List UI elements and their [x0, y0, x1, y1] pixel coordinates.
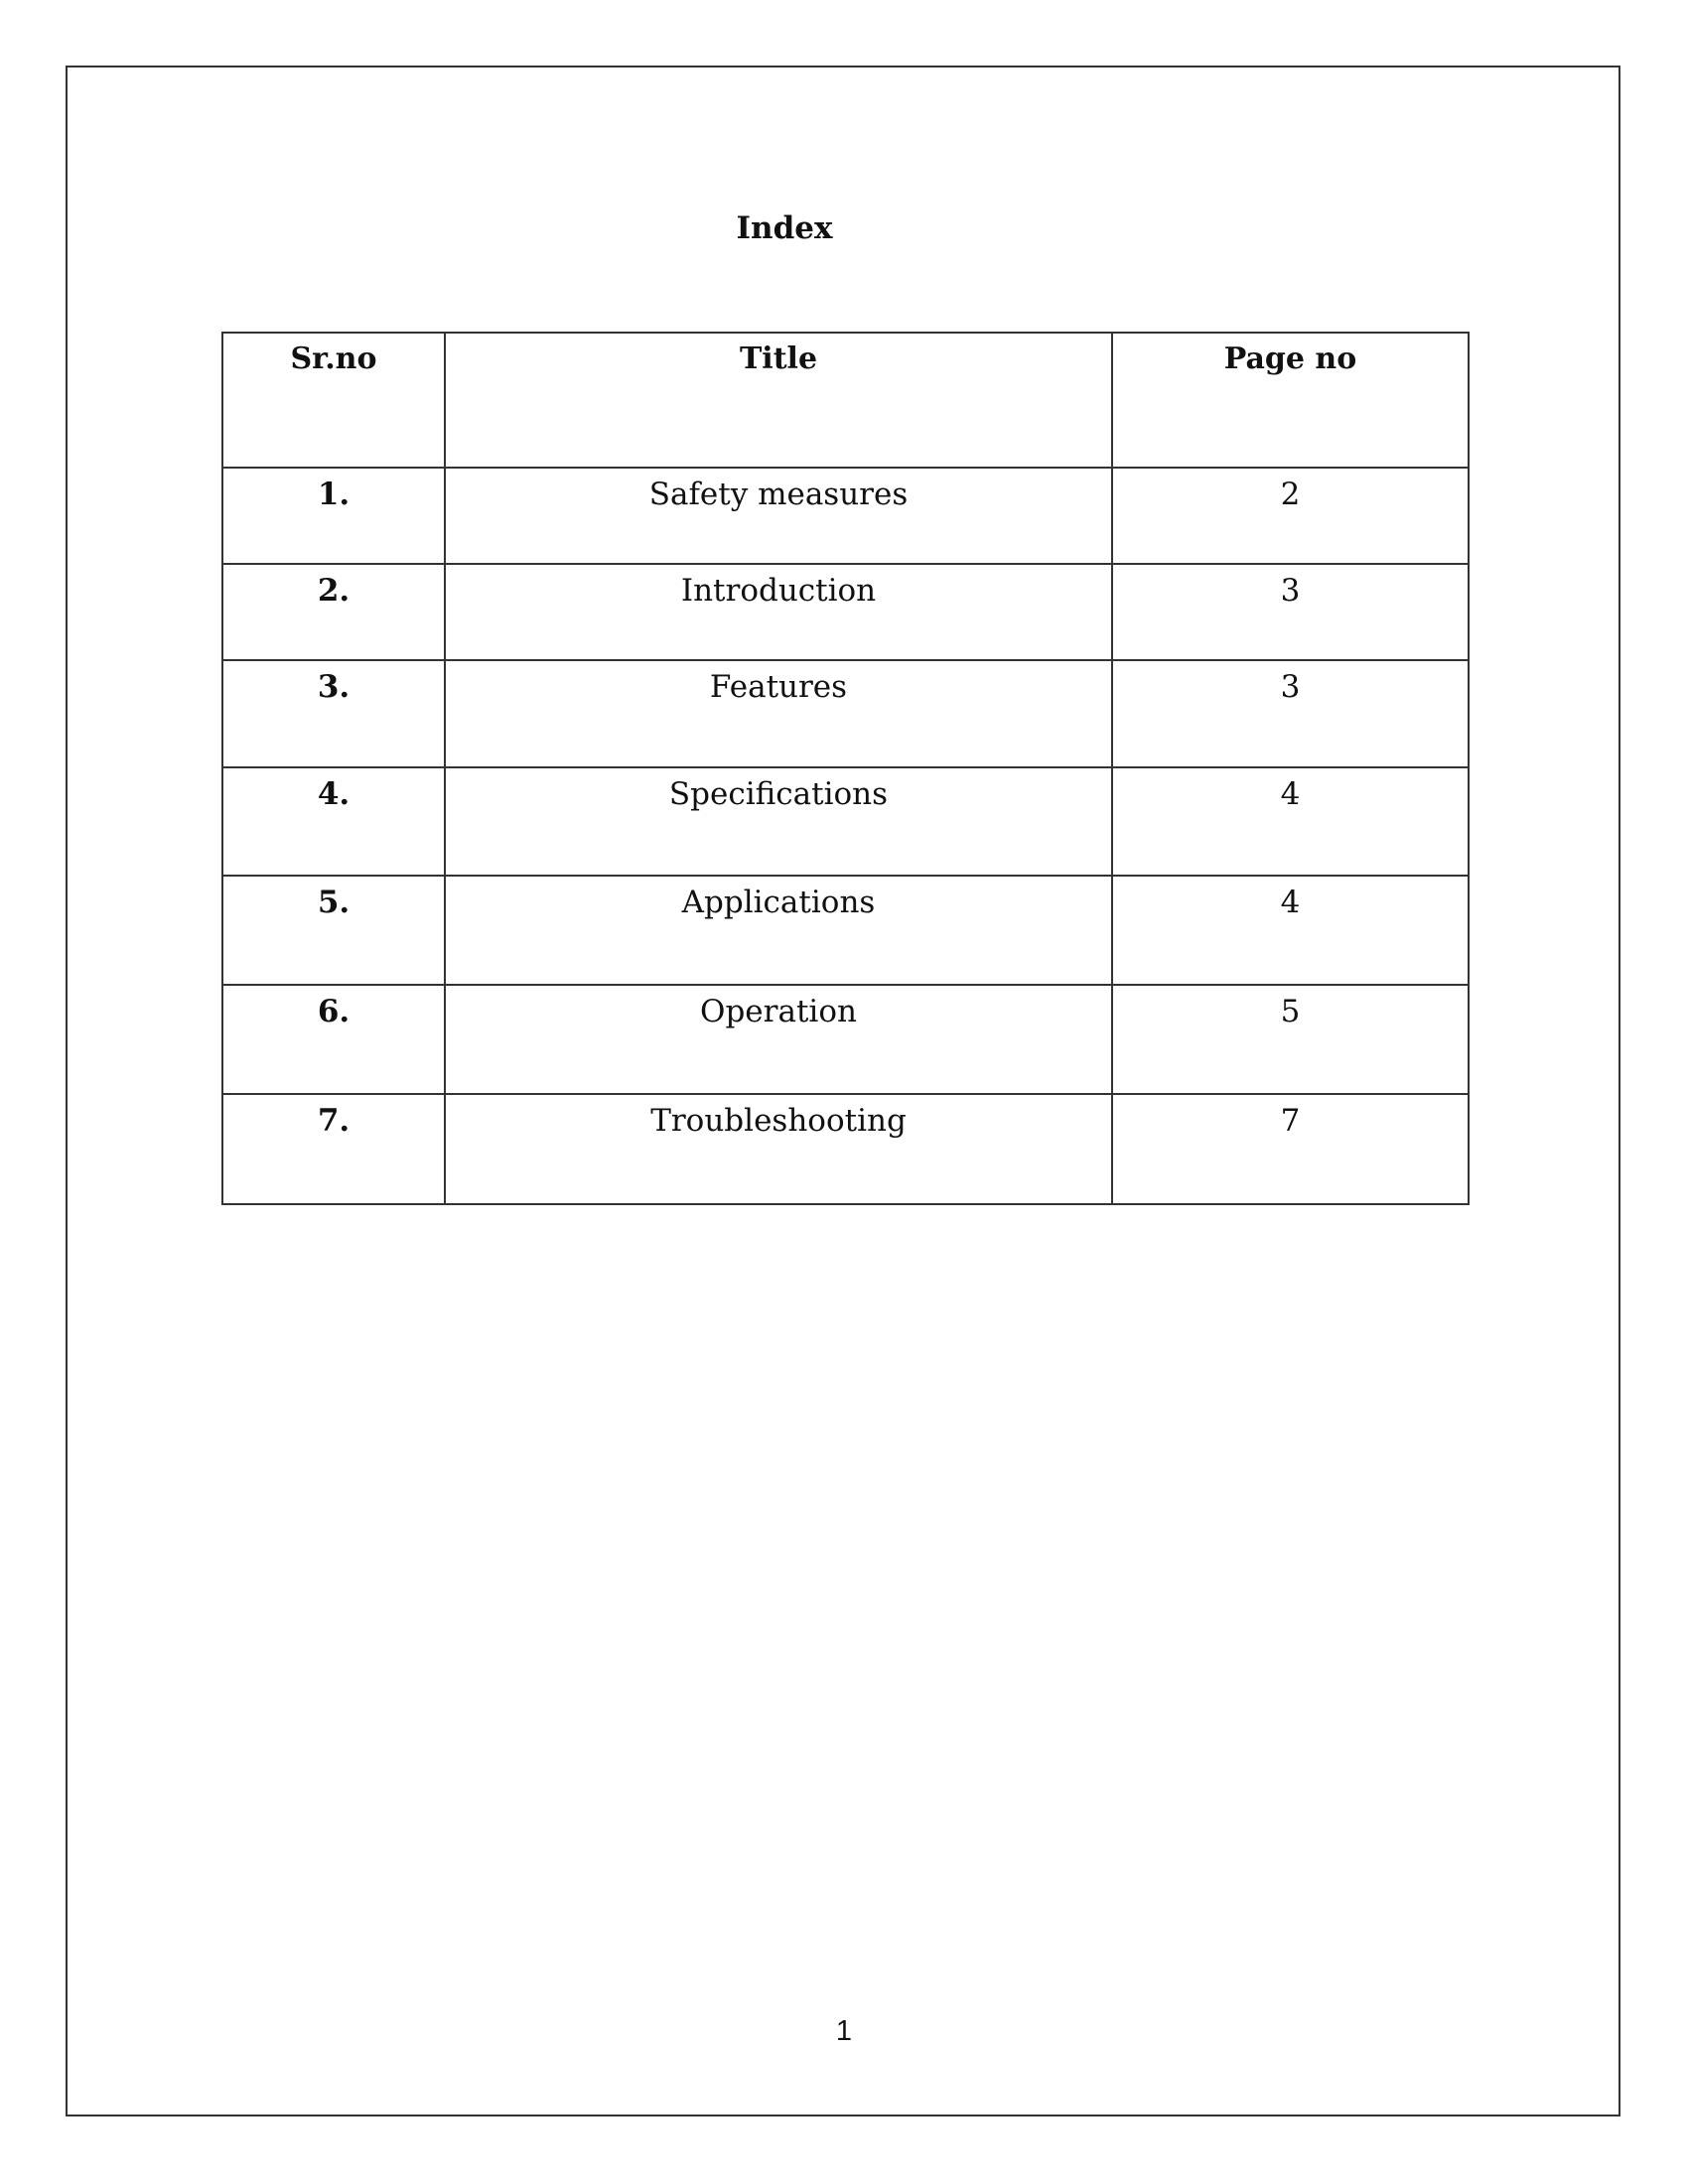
page-number: 1 [835, 2015, 853, 2047]
row-sr-no: 7. [222, 1094, 445, 1204]
row-sr-no: 3. [222, 660, 445, 767]
table-row [222, 876, 1469, 985]
table-row [222, 767, 1469, 876]
table-row [222, 468, 1469, 564]
index-table [221, 332, 1470, 1205]
row-page-no: 5 [1112, 985, 1469, 1094]
row-page-no: 3 [1112, 564, 1469, 660]
table-header-row [222, 333, 1469, 468]
row-page-no: 3 [1112, 660, 1469, 767]
row-title: Introduction [445, 564, 1112, 660]
table-row [222, 1094, 1469, 1204]
page-title: Index [736, 210, 833, 246]
row-title: Safety measures [445, 468, 1112, 564]
row-title: Operation [445, 985, 1112, 1094]
row-title: Features [445, 660, 1112, 767]
row-page-no: 4 [1112, 876, 1469, 985]
row-sr-no: 5. [222, 876, 445, 985]
row-title: Specifications [445, 767, 1112, 876]
row-page-no: 7 [1112, 1094, 1469, 1204]
row-page-no: 4 [1112, 767, 1469, 876]
row-title: Applications [445, 876, 1112, 985]
header-sr-no: Sr.no [222, 333, 445, 468]
row-sr-no: 4. [222, 767, 445, 876]
table-row [222, 985, 1469, 1094]
row-page-no: 2 [1112, 468, 1469, 564]
header-title: Title [445, 333, 1112, 468]
row-sr-no: 2. [222, 564, 445, 660]
row-title: Troubleshooting [445, 1094, 1112, 1204]
row-sr-no: 6. [222, 985, 445, 1094]
header-page-no: Page no [1112, 333, 1469, 468]
row-sr-no: 1. [222, 468, 445, 564]
table-row [222, 660, 1469, 767]
table-row [222, 564, 1469, 660]
